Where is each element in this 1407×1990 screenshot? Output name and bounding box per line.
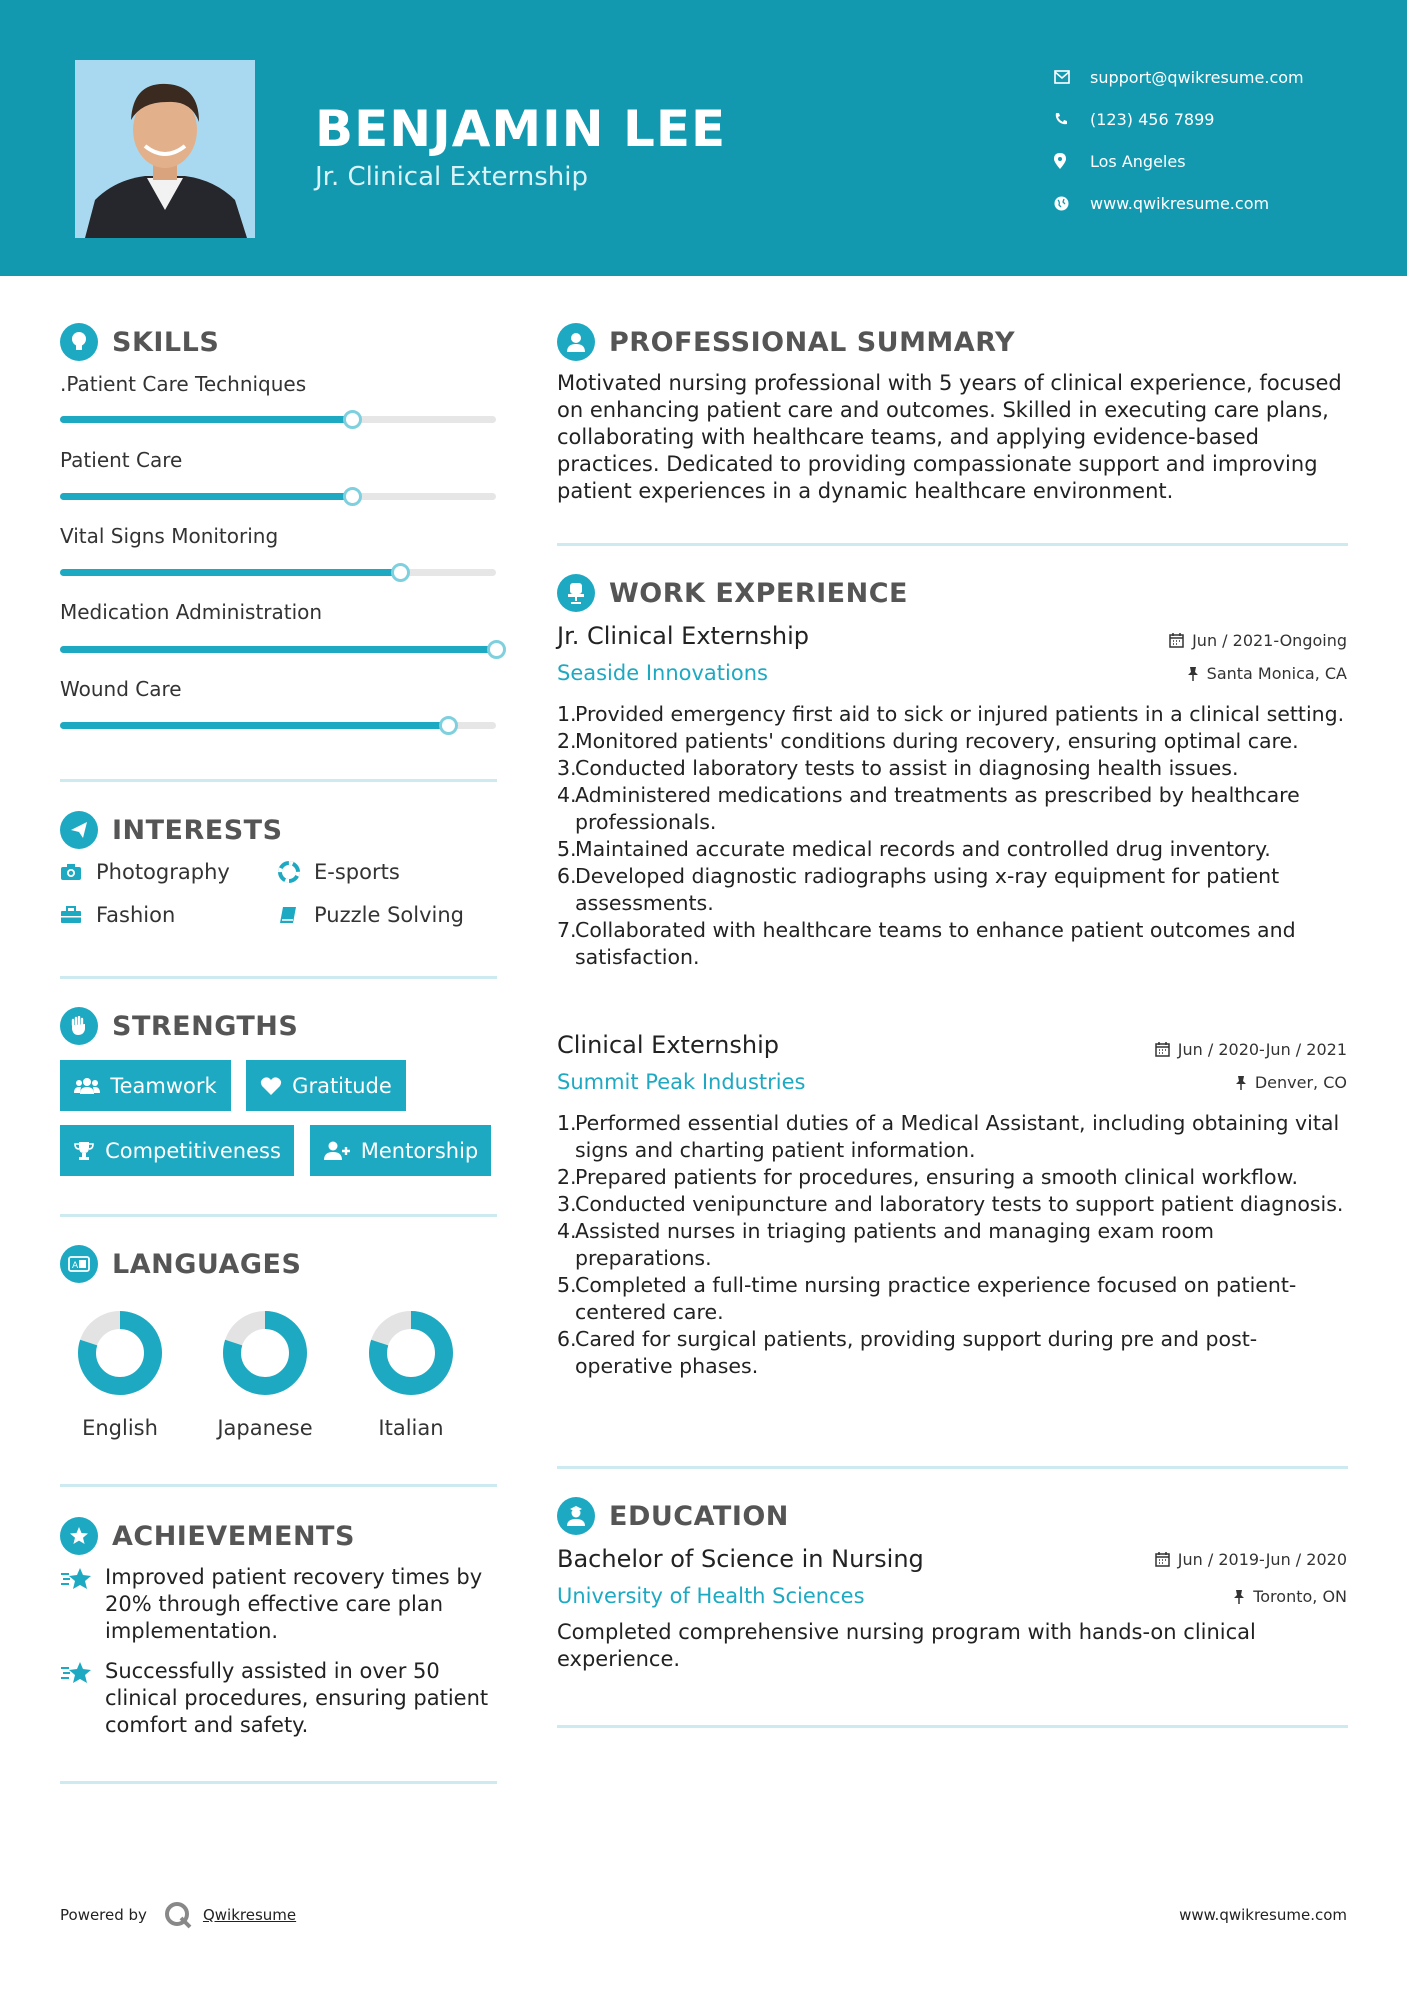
graduate-icon [557,1497,595,1535]
job-title: Clinical Externship [557,1031,779,1059]
briefcase-icon [60,906,96,924]
list-item: 3. Conducted venipuncture and laboratory tests to support patient diagnosis. [557,1192,1344,1216]
interest-item: Fashion [60,903,175,927]
strength-chip: Mentorship [310,1125,491,1176]
language-donut [366,1308,456,1398]
calendar-icon [1155,1042,1170,1057]
skill-label: Vital Signs Monitoring [60,524,279,548]
section-divider [557,1725,1348,1728]
education-dates: Jun / 2019-Jun / 2020 [1155,1550,1347,1569]
office-chair-icon [557,574,595,612]
achievement-item: Improved patient recovery times by 20% through effective care plan implementation. [60,1564,500,1645]
contact-location-text: Los Angeles [1090,151,1186,171]
list-item: 1. Provided emergency first aid to sick or injured patients in a clinical setting. [557,702,1345,726]
job-dates: Jun / 2021-Ongoing [1169,631,1347,650]
education-location: Toronto, ON [1233,1587,1347,1606]
list-item: 4. Administered medications and treatments as prescribed by healthcare professionals. [557,783,1300,834]
section-divider [60,779,497,782]
list-item: 6. Developed diagnostic radiographs using x-ray equipment for patient assessments. [557,864,1280,915]
section-divider [557,1466,1348,1469]
star-badge-icon [60,1517,98,1555]
job-dates: Jun / 2020-Jun / 2021 [1155,1040,1347,1059]
language-donut [220,1308,310,1398]
trophy-icon [73,1141,95,1161]
star-icon [60,1564,105,1645]
skills-heading: SKILLS [60,322,219,362]
skill-label: Wound Care [60,677,182,701]
skill-bar [60,722,496,729]
skill-label: Patient Care [60,448,183,472]
contact-location [1054,140,1304,182]
svg-text:A: A [72,1261,79,1271]
list-item: 6. Cared for surgical patients, providing support during pre and post-operative phases. [557,1327,1258,1378]
hand-icon [60,1007,98,1045]
interests-heading: INTERESTS [60,810,283,850]
strength-chip: Gratitude [246,1060,406,1111]
interest-item: Photography [60,860,230,884]
user-icon [557,323,595,361]
company-name[interactable]: Seaside Innovations [557,661,768,685]
footer-powered-by: Powered by Qwikresume [60,1900,296,1930]
list-item: 2. Monitored patients' conditions during recovery, ensuring optimal care. [557,729,1299,753]
interest-item: E-sports [278,860,400,884]
list-item: 3. Conducted laboratory tests to assist in diagnosing health issues. [557,756,1239,780]
school-name[interactable]: University of Health Sciences [557,1584,865,1608]
section-divider [60,1484,497,1487]
section-divider [60,1214,497,1217]
contact-list [1054,56,1304,224]
achievement-item: Successfully assisted in over 50 clinical procedures, ensuring patient comfort and safety. [60,1658,500,1739]
pushpin-icon [1187,666,1199,681]
qwikresume-logo-icon [163,1900,193,1930]
camera-icon [60,863,96,881]
footer-site-link[interactable]: www.qwikresume.com [1179,1906,1347,1924]
calendar-icon [1169,633,1184,648]
summary-text: Motivated nursing professional with 5 years of clinical experience, focused on enhancing patient care and outcomes. Skilled in executing care plans, collaborating with healthcare teams, and applying evidence-based practices. Dedicated to providing compassionate support and improving patient experiences in a dynamic healthcare environment. [557,371,1342,503]
language-item: Japanese [205,1308,325,1440]
contact-email[interactable] [1054,56,1304,98]
skill-bar [60,569,496,576]
envelope-icon [1054,70,1090,84]
pushpin-icon [1235,1075,1247,1090]
list-item: 1. Performed essential duties of a Medical Assistant, including obtaining vital signs and charting patient information. [557,1111,1340,1162]
resume-header [0,0,1407,276]
map-pin-icon [1054,153,1090,169]
strength-chip: Teamwork [60,1060,231,1111]
experience-heading: WORK EXPERIENCE [557,573,908,613]
strength-chip: Competitiveness [60,1125,294,1176]
globe-icon [1054,196,1090,211]
book-icon [278,905,314,925]
skill-bar [60,416,496,423]
contact-phone-text: (123) 456 7899 [1090,109,1215,129]
paper-plane-icon [60,811,98,849]
skill-bar [60,493,496,500]
list-item: 5. Completed a full-time nursing practice experience focused on patient-centered care. [557,1273,1297,1324]
job-bullets [557,701,1347,971]
company-name[interactable]: Summit Peak Industries [557,1070,806,1094]
contact-phone[interactable] [1054,98,1304,140]
job-location: Denver, CO [1235,1073,1347,1092]
interest-item: Puzzle Solving [278,903,464,927]
star-icon [60,1658,105,1739]
candidate-name: BENJAMIN LEE [315,100,727,158]
pushpin-icon [1233,1589,1245,1604]
language-donut [75,1308,165,1398]
summary-heading: PROFESSIONAL SUMMARY [557,322,1015,362]
achievements-heading: ACHIEVEMENTS [60,1516,355,1556]
contact-website[interactable] [1054,182,1304,224]
profile-photo [75,60,255,238]
list-item: 4. Assisted nurses in triaging patients and managing exam room preparations. [557,1219,1215,1270]
life-ring-icon [278,861,314,883]
language-icon [60,1245,98,1283]
language-item: English [60,1308,180,1440]
calendar-icon [1155,1552,1170,1567]
candidate-role: Jr. Clinical Externship [315,162,588,192]
education-heading: EDUCATION [557,1496,789,1536]
skill-label: .Patient Care Techniques [60,372,307,396]
languages-heading: A LANGUAGES [60,1244,301,1284]
qwikresume-link[interactable]: Qwikresume [202,1906,297,1924]
user-plus-icon [323,1141,351,1161]
degree-title: Bachelor of Science in Nursing [557,1545,924,1573]
education-text: Completed comprehensive nursing program with hands-on clinical experience. [557,1620,1256,1671]
skill-bar [60,646,496,653]
skill-label: Medication Administration [60,600,323,624]
list-item: 5. Maintained accurate medical records and controlled drug inventory. [557,837,1271,861]
heart-icon [260,1076,282,1096]
job-title: Jr. Clinical Externship [557,622,809,650]
section-divider [60,976,497,979]
lightbulb-icon [60,323,98,361]
job-location: Santa Monica, CA [1187,664,1347,683]
section-divider [557,543,1348,546]
phone-icon [1054,112,1090,126]
list-item: 7. Collaborated with healthcare teams to enhance patient outcomes and satisfaction. [557,918,1296,969]
users-icon [74,1077,100,1095]
strengths-heading: STRENGTHS [60,1006,298,1046]
contact-email-text: support@qwikresume.com [1090,67,1304,87]
contact-website-text: www.qwikresume.com [1090,193,1270,213]
list-item: 2. Prepared patients for procedures, ensuring a smooth clinical workflow. [557,1165,1299,1189]
language-item: Italian [351,1308,471,1440]
job-bullets [557,1110,1347,1380]
section-divider [60,1781,497,1784]
